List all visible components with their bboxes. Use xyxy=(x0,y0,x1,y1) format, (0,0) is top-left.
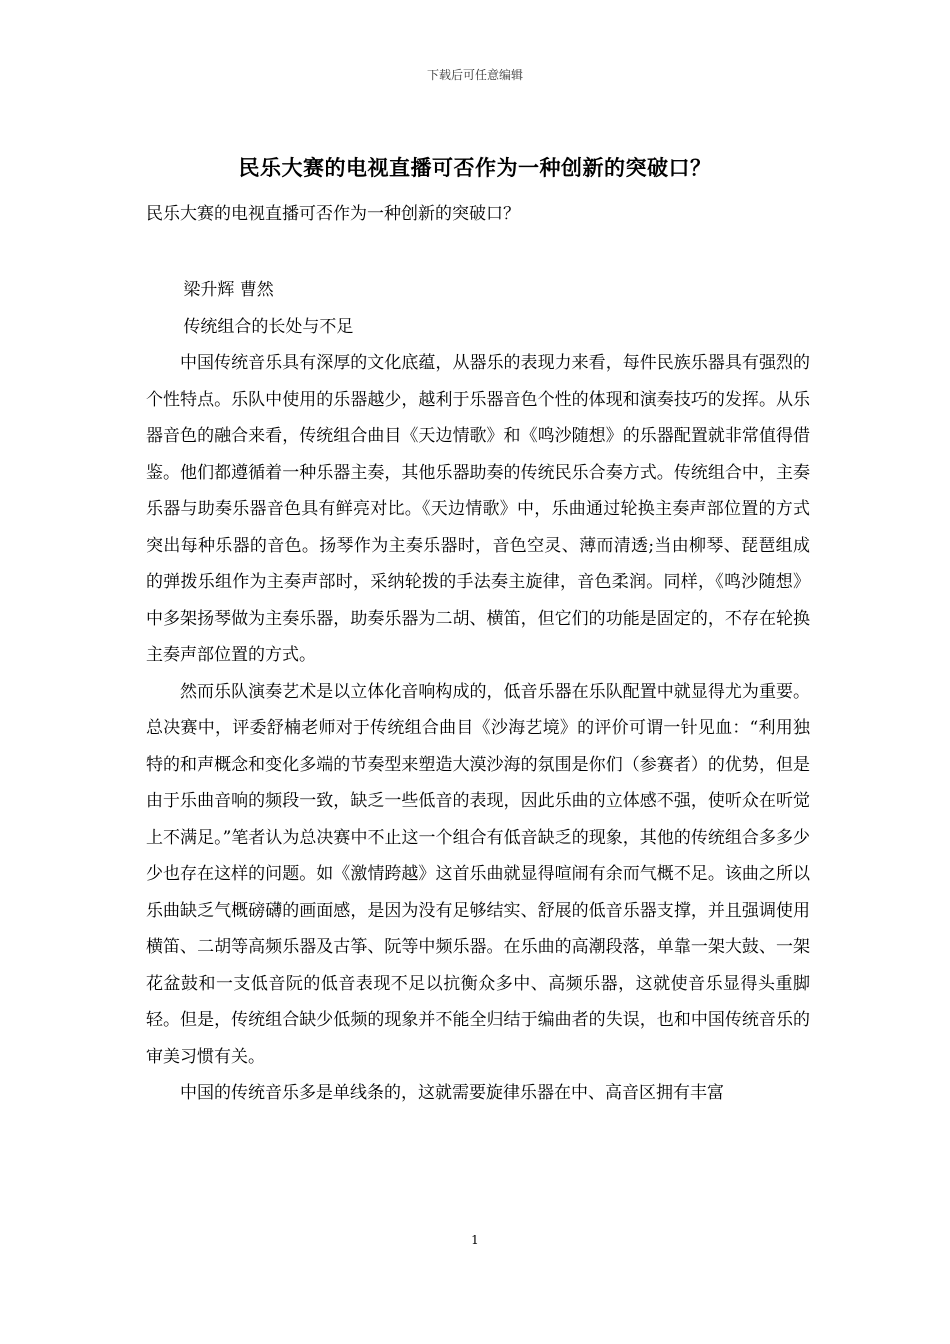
document-body xyxy=(146,272,810,1112)
body-paragraph-1: 中国传统音乐具有深厚的文化底蕴，从器乐的表现力来看，每件民族乐器具有强烈的个性特点。乐队中使用的乐器越少，越利于乐器音色个性的体现和演奏技巧的发挥。从乐器音色的融合来看，传统组合曲目《天边情歌》和《鸣沙随想》的乐器配置就非常值得借鉴。他们都遵循着一种乐器主奏，其他乐器助奏的传统民乐合奏方式。传统组合中，主奏乐器与助奏乐器音色具有鲜亮对比。《天边情歌》中，乐曲通过轮换主奏声部位置的方式突出每种乐器的音色。扬琴作为主奏乐器时，音色空灵、薄而清透;当由柳琴、琵琶组成的弹拨乐组作为主奏声部时，采纳轮拨的手法奏主旋律，音色柔润。同样，《鸣沙随想》中多架扬琴做为主奏乐器，助奏乐器为二胡、横笛，但它们的功能是固定的，不存在轮换主奏声部位置的方式。 xyxy=(146,353,810,665)
body-paragraph-2: 然而乐队演奏艺术是以立体化音响构成的，低音乐器在乐队配置中就显得尤为重要。总决赛中，评委舒楠老师对于传统组合曲目《沙海艺境》的评价可谓一针见血：“利用独特的和声概念和变化多端的节奏型来塑造大漠沙海的氛围是你们（参赛者）的优势，但是由于乐曲音响的频段一致，缺乏一些低音的表现，因此乐曲的立体感不强，使听众在听觉上不满足。”笔者认为总决赛中不止这一个组合有低音缺乏的现象，其他的传统组合多多少少也存在这样的问题。如《激情跨越》这首乐曲就显得喧闹有余而气概不足。该曲之所以乐曲缺乏气概磅礴的画面感，是因为没有足够结实、舒展的低音乐器支撑，并且强调使用横笛、二胡等高频乐器及古筝、阮等中频乐器。在乐曲的高潮段落，单靠一架大鼓、一架花盆鼓和一支低音阮的低音表现不足以抗衡众多中、高频乐器，这就使音乐显得头重脚轻。但是，传统组合缺少低频的现象并不能全归结于编曲者的失误，也和中国传统音乐的审美习惯有关。 xyxy=(146,681,810,1067)
document-title: 民乐大赛的电视直播可否作为一种创新的突破口？ xyxy=(238,155,712,180)
body-paragraph-3: 中国的传统音乐多是单线条的，这就需要旋律乐器在中、高音区拥有丰富 xyxy=(180,1083,724,1103)
header-note: 下载后可任意编辑 xyxy=(426,68,523,82)
authors-line: 梁升辉 曹然 xyxy=(183,280,274,300)
document-subtitle: 民乐大赛的电视直播可否作为一种创新的突破口？ xyxy=(146,204,520,224)
page-number: 1 xyxy=(471,1233,479,1247)
section-heading: 传统组合的长处与不足 xyxy=(183,316,354,337)
